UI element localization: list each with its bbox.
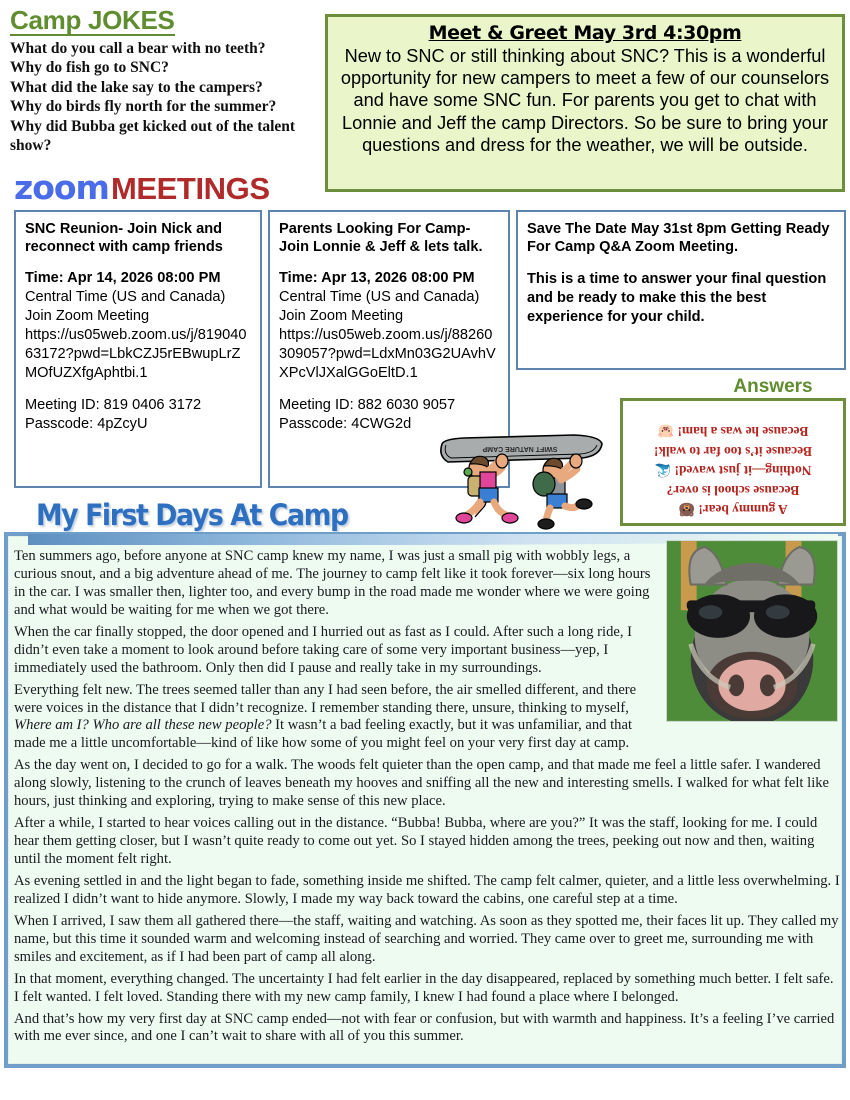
meeting-id: Meeting ID: 819 0406 3172 (25, 397, 202, 414)
zoom-wordmark: zoom (14, 168, 109, 207)
meetings-wordmark: MEETINGS (110, 171, 270, 206)
zoom-meeting-card-reunion (14, 210, 262, 488)
story-title: My First Days At Camp (36, 498, 348, 535)
story-paragraph: And that’s how my very first day at SNC camp ended—not with fear or confusion, but with warmth and happiness. It’s a feeling I’ve carried with me ever since, and one I can’t wait to share with all of you this summer. (14, 1010, 835, 1045)
meeting-timezone: Central Time (US and Canada) (25, 289, 226, 306)
meeting-id: Meeting ID: 882 6030 9057 (279, 397, 456, 414)
joke-item: Why did Bubba get kicked out of the talent show? (10, 117, 296, 154)
story-paragraph-with-thought (14, 682, 662, 754)
answers-title: Answers (733, 376, 813, 397)
meeting-join-label: Join Zoom Meeting (279, 308, 404, 325)
zoom-meetings-logo (14, 168, 270, 207)
joke-item: What do you call a bear with no teeth? (10, 40, 266, 58)
story-paragraph: In that moment, everything changed. The uncertainty I had felt earlier in the day disappeared, replaced by something much better. I felt safe. I felt wanted. I felt loved. Standing there with my new camp family, I knew I had found a place where I belonged. (14, 970, 834, 1005)
story-paragraph-lead: Everything felt new. The trees seemed taller than any I had seen before, the air smelled different, and there were voices in the distance that I didn’t recognize. I remember standing there, unsure, thinking to myself, (14, 681, 637, 716)
save-the-date-heading: Save The Date May 31st 8pm Getting Ready For Camp Q&A Zoom Meeting. (527, 221, 830, 256)
story-body (14, 548, 842, 1050)
meet-and-greet-heading: Meet & Greet May 3rd 4:30pm (428, 22, 742, 44)
meeting-join-link[interactable]: https://us05web.zoom.us/j/88260309057?pwd=LdxMn03G2UAvhVXPcVlJXalGGoEltD.1 (279, 327, 496, 382)
meeting-passcode: Passcode: 4pZcyU (25, 416, 148, 433)
answer-item: Because it’s too far to walk! (653, 443, 813, 459)
meeting-title: SNC Reunion- Join Nick and reconnect with camp friends (25, 221, 223, 256)
meeting-timezone: Central Time (US and Canada) (279, 289, 480, 306)
story-paragraph-tail: It wasn’t a bad feeling exactly, but it was unfamiliar, and that made me a little uncomfortable—kind of like how some of you might feel on your very first day at camp. (14, 717, 633, 752)
canoe-label: SWIFT NATURE CAMP (482, 445, 558, 452)
story-paragraph: As evening settled in and the light began to fade, something inside me shifted. The camp felt calmer, quieter, and a little less overwhelming. I realized I didn’t want to hide anymore. Slowly, I made my way back toward the cabins, one careful step at a time. (14, 872, 840, 907)
joke-item: Why do fish go to SNC? (10, 59, 169, 77)
camp-jokes-section (10, 6, 320, 155)
joke-item: What did the lake say to the campers? (10, 78, 263, 96)
story-paragraph: As the day went on, I decided to go for a walk. The woods felt quieter than the open camp, and that made me feel a little safer. I wandered along slowly, listening to the crunch of leaves beneath my hooves and sniffing all the new and interesting smells. I walked for what felt like hours, just thinking and exploring, trying to make sense of this new place. (14, 757, 830, 810)
save-the-date-card (516, 210, 846, 370)
answer-item: A gummy bear! 🐻 (678, 502, 788, 517)
story-paragraph: When the car finally stopped, the door opened and I hurried out as fast as I could. After such a long ride, I didn’t even take a moment to look around before taking care of some very important business—yep, I immediately used the bathroom. Only then did I pause and really take in my surroundings. (14, 623, 633, 676)
meet-and-greet-body: New to SNC or still thinking about SNC? This is a wonderful opportunity for new campers to meet a few of our counselors and have some SNC fun. For parents you get to chat with Lonnie and Jeff the camp Directors. So be sure to bring your questions and dress for the weather, we will be outside. (340, 46, 830, 155)
answer-item: Because he was a ham! 🐷 (657, 424, 809, 440)
story-italic-thought: Where am I? Who are all these new people? (14, 717, 272, 734)
answers-box (620, 398, 846, 526)
joke-item: Why do birds fly north for the summer? (10, 98, 277, 116)
meeting-join-label: Join Zoom Meeting (25, 308, 150, 325)
save-the-date-body: This is a time to answer your final question and be ready to make this the best experience for your child. (527, 271, 827, 326)
meeting-time: Time: Apr 13, 2026 08:00 PM (279, 270, 475, 287)
story-paragraph: After a while, I started to hear voices calling out in the distance. “Bubba! Bubba, where are you?” It was the staff, looking for me. I could hear them getting closer, but I wasn’t quite ready to come out yet. So I stayed hidden among the trees, peeking out now and then, waiting until the moment felt right. (14, 815, 818, 867)
camp-jokes-list (10, 39, 320, 155)
story-paragraph: When I arrived, I saw them all gathered there—the staff, waiting and watching. As soon as they spotted me, their faces lit up. They called my name, but this time it sounded warm and welcoming instead of searching and worried. They came over to greet me, surrounding me with smiles and excitement, as if I had been part of camp all along. (14, 912, 839, 965)
meeting-join-link[interactable]: https://us05web.zoom.us/j/81904063172?pwd=LbkCZJ5rEBwupLrZMOfUZXfgAphtbi.1 (25, 327, 247, 382)
camp-jokes-title: Camp JOKES (10, 5, 175, 35)
canoe-carry-clipart (424, 428, 614, 533)
meet-and-greet-callout (325, 14, 845, 192)
meeting-time: Time: Apr 14, 2026 08:00 PM (25, 270, 221, 287)
story-paragraph: Ten summers ago, before anyone at SNC camp knew my name, I was just a small pig with wobbly legs, a curious snout, and a big adventure ahead of me. The journey to camp felt like it took forever—six long hours in the car. I was smaller then, lighter too, and every bump in the road made me wonder where we were going and what would be waiting for me when we got there. (14, 548, 651, 618)
meeting-passcode: Passcode: 4CWG2d (279, 416, 412, 433)
answer-item: Nothing—it just waved! 🌊 (654, 463, 812, 479)
meeting-title: Parents Looking For Camp- Join Lonnie & Jeff & lets talk. (279, 221, 483, 256)
answer-item: Because school is over? (666, 482, 800, 498)
